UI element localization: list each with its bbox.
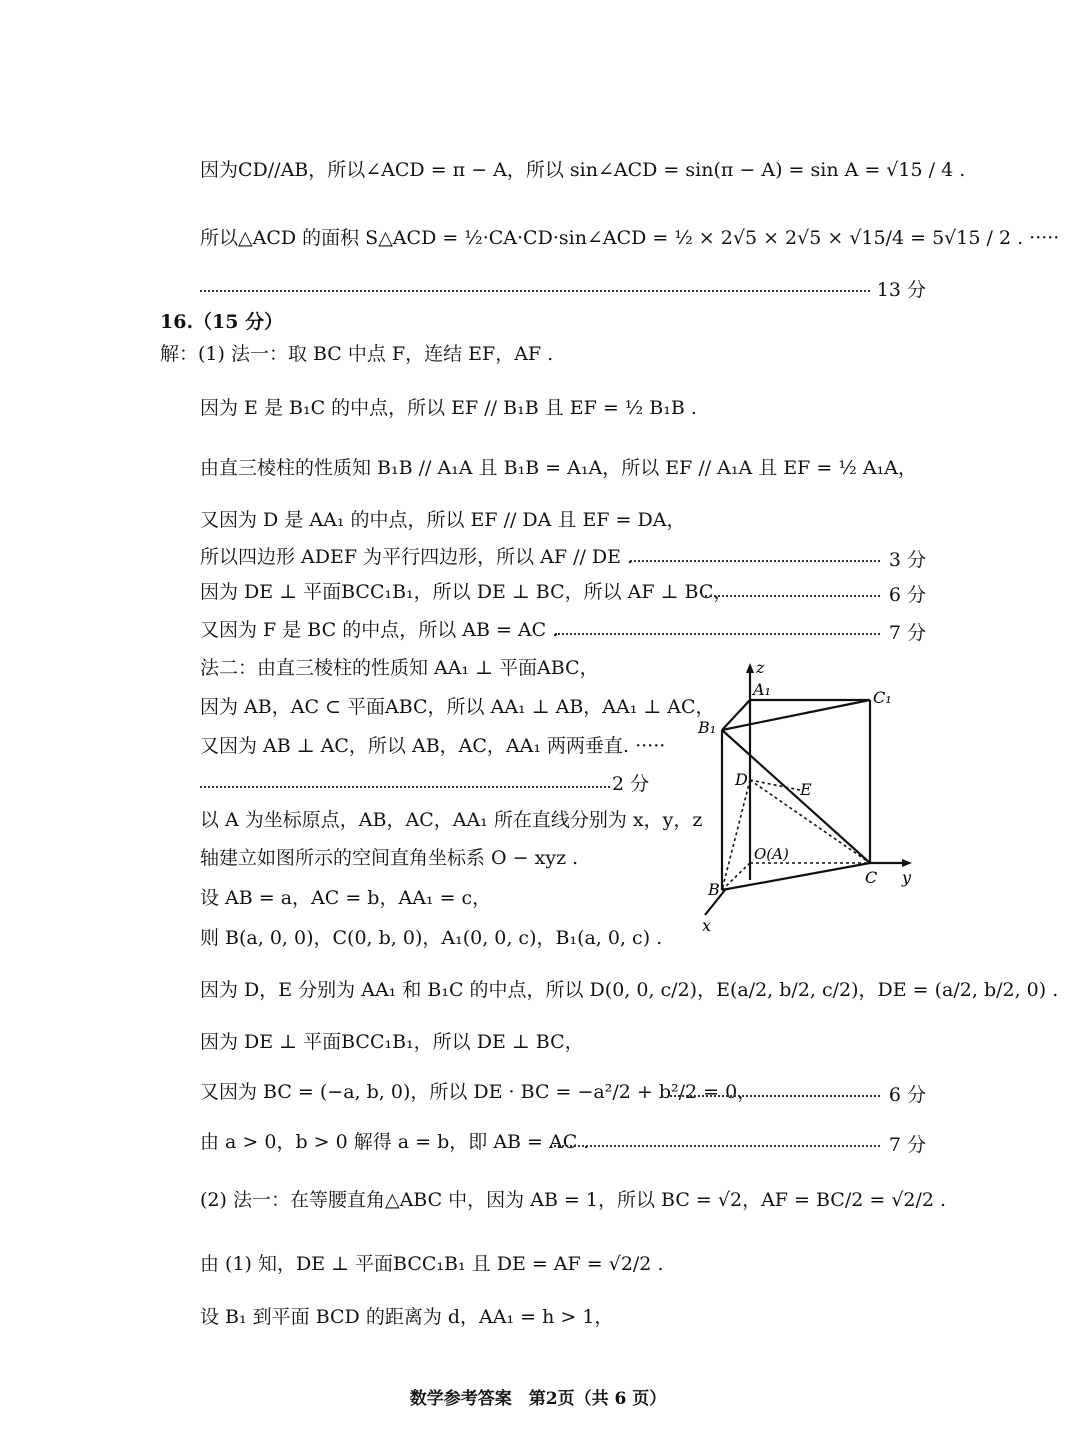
score-label: 6 分: [888, 1084, 926, 1106]
figure-label: B: [708, 880, 720, 899]
text-line: 因为 DE ⊥ 平面BCC₁B₁，所以 DE ⊥ BC，所以 AF ⊥ BC，: [200, 581, 733, 603]
text-line: 轴建立如图所示的空间直角坐标系 O − xyz .: [200, 847, 579, 869]
score-label: 7 分: [888, 1134, 926, 1156]
text-line: 设 AB = a，AC = b，AA₁ = c，: [200, 887, 492, 909]
leader-dots: [705, 595, 880, 597]
text-line: 由 (1) 知，DE ⊥ 平面BCC₁B₁ 且 DE = AF = √2/2 .: [200, 1253, 664, 1275]
text-line: 因为 D，E 分别为 AA₁ 和 B₁C 的中点，所以 D(0, 0, c/2)，E(a/2, b/2, c/2)，DE = (a/2, b/2, 0) .: [200, 979, 1059, 1001]
figure-label: E: [800, 780, 812, 799]
page-footer: 数学参考答案 第2页（共 6 页）: [409, 1389, 667, 1409]
text-line: 又因为 F 是 BC 的中点，所以 AB = AC .: [200, 619, 559, 641]
text-line: 则 B(a, 0, 0)，C(0, b, 0)，A₁(0, 0, c)，B₁(a, 0, c) .: [200, 927, 663, 949]
leader-dots: [670, 1095, 880, 1097]
text-line: 因为 AB，AC ⊂ 平面ABC，所以 AA₁ ⊥ AB，AA₁ ⊥ AC，: [200, 696, 715, 718]
score-label: 3 分: [888, 549, 926, 571]
text-line: 因为CD//AB，所以∠ACD = π − A，所以 sin∠ACD = sin(π − A) = sin A = √15 / 4 .: [200, 159, 966, 181]
score-label: 7 分: [888, 622, 926, 644]
text-line: 设 B₁ 到平面 BCD 的距离为 d，AA₁ = h > 1，: [200, 1306, 614, 1328]
text-line: 因为 E 是 B₁C 的中点，所以 EF // B₁B 且 EF = ½ B₁B .: [200, 397, 697, 419]
figure-label: O(A): [754, 845, 789, 863]
text-line: 由直三棱柱的性质知 B₁B // A₁A 且 B₁B = A₁A，所以 EF // A₁A 且 EF = ½ A₁A，: [200, 457, 917, 479]
figure-label: C: [865, 868, 878, 887]
score-label: 6 分: [888, 584, 926, 606]
text-line: 又因为 D 是 AA₁ 的中点，所以 EF // DA 且 EF = DA，: [200, 509, 686, 531]
score-label: 13 分: [876, 279, 926, 301]
figure-label: C₁: [873, 688, 892, 707]
leader-dots: [550, 1145, 880, 1147]
text-line: 由 a > 0，b > 0 解得 a = b，即 AB = AC .: [200, 1131, 590, 1153]
figure-label: x: [702, 916, 712, 935]
leader-dots: [200, 786, 610, 788]
prism-figure: [690, 655, 930, 940]
text-line: 所以四边形 ADEF 为平行四边形，所以 AF // DE .: [200, 546, 634, 568]
text-line: 所以△ACD 的面积 S△ACD = ½·CA·CD·sin∠ACD = ½ × 2√5 × 2√5 × √15/4 = 5√15 / 2 . ·····: [200, 227, 1060, 249]
text-line: 解：(1) 法一：取 BC 中点 F，连结 EF，AF .: [160, 343, 554, 365]
question-number: 16.（15 分）: [160, 311, 284, 333]
leader-dots: [200, 290, 870, 292]
figure-label: D: [735, 770, 748, 789]
text-line: (2) 法一：在等腰直角△ABC 中，因为 AB = 1，所以 BC = √2，AF = BC/2 = √2/2 .: [200, 1189, 947, 1211]
leader-dots: [555, 633, 880, 635]
text-line: 以 A 为坐标原点，AB，AC，AA₁ 所在直线分别为 x，y，z: [200, 809, 703, 831]
figure-label: z: [756, 658, 765, 677]
score-label: 2 分: [612, 773, 650, 795]
figure-label: y: [902, 868, 912, 887]
text-line: 因为 DE ⊥ 平面BCC₁B₁，所以 DE ⊥ BC，: [200, 1031, 584, 1053]
figure-label: B₁: [698, 718, 717, 737]
figure-label: A₁: [753, 680, 771, 699]
text-line: 又因为 AB ⊥ AC，所以 AB，AC，AA₁ 两两垂直. ·····: [200, 735, 666, 757]
leader-dots: [630, 560, 880, 562]
text-line: 法二：由直三棱柱的性质知 AA₁ ⊥ 平面ABC，: [200, 657, 599, 679]
text-line: 又因为 BC = (−a, b, 0)，所以 DE · BC = −a²/2 + b²/2 = 0，: [200, 1081, 757, 1103]
